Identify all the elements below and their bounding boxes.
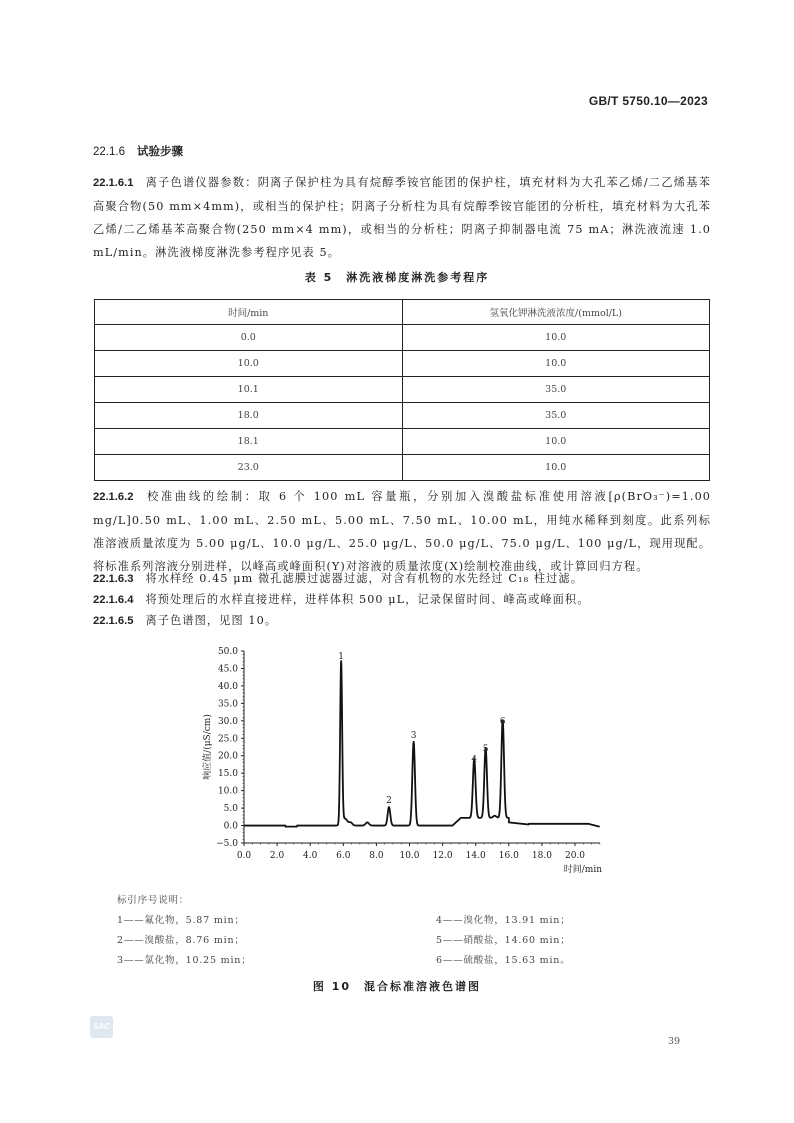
chromatogram-trace <box>244 661 600 827</box>
cell-concentration: 10.0 <box>402 429 710 455</box>
cell-concentration: 10.0 <box>402 325 710 351</box>
peak-label: 2 <box>386 796 392 807</box>
y-tick-label: 10.0 <box>217 786 238 797</box>
cell-concentration: 35.0 <box>402 403 710 429</box>
header-concentration: 氢氧化钾淋洗液浓度/(mmol/L) <box>402 300 710 325</box>
cell-time: 23.0 <box>95 455 403 481</box>
x-tick-label: 20.0 <box>564 851 586 861</box>
legend-item: 6——硫酸盐，15.63 min。 <box>436 955 571 966</box>
x-tick-label: 6.0 <box>336 851 351 861</box>
legend-item: 2——溴酸盐，8.76 min； <box>117 935 245 946</box>
clause-text: 离子色谱仪器参数：阴离子保护柱为具有烷醇季铵官能团的保护柱，填充材料为大孔苯乙烯/二乙烯基苯高聚合物(50 mm×4mm)，或相当的保护柱；阴离子分析柱为具有烷醇季铵官能团的分析柱，填充材料为大孔苯乙烯/二乙烯基苯高聚合物(250 mm×4 mm)，或相当的分析柱；阴离子抑制器电流 75 mA；淋洗液流速 1.0 mL/min。淋洗液梯度淋洗参考程序见表 5。 <box>93 176 711 259</box>
table-caption: 表 5 淋洗液梯度淋洗参考程序 <box>304 271 490 284</box>
clause-number: 22.1.6.3 <box>93 573 134 585</box>
peak-labels <box>338 652 506 806</box>
sac-logo: SAC <box>90 1016 113 1038</box>
paragraph-22-1-6-2 <box>93 485 711 578</box>
y-tick-label: 45.0 <box>217 664 238 675</box>
table-row <box>95 351 710 377</box>
peak-label: 6 <box>499 716 506 727</box>
y-tick-label: 30.0 <box>217 716 238 727</box>
legend-item: 4——溴化物，13.91 min； <box>436 915 571 926</box>
x-axis-label: 时间/min <box>563 865 602 875</box>
paragraph-22-1-6-3 <box>93 568 711 590</box>
peak-label: 4 <box>471 755 478 766</box>
cell-concentration: 10.0 <box>402 455 710 481</box>
clause-number: 22.1.6.4 <box>93 594 134 606</box>
clause-text: 将预处理后的水样直接进样，进样体积 500 μL，记录保留时间、峰高或峰面积。 <box>145 593 590 606</box>
y-tick-label: 50.0 <box>217 647 238 657</box>
cell-time: 18.0 <box>95 403 403 429</box>
header-time: 时间/min <box>95 300 403 325</box>
x-tick-label: 16.0 <box>498 851 519 861</box>
cell-time: 10.1 <box>95 377 403 403</box>
y-tick-label: −5.0 <box>216 839 238 849</box>
legend-item: 5——硝酸盐，14.60 min； <box>436 935 571 946</box>
peak-label: 1 <box>338 652 345 663</box>
x-tick-label: 2.0 <box>269 851 285 861</box>
y-tick-label: 35.0 <box>217 699 238 710</box>
clause-number: 22.1.6.2 <box>93 491 134 503</box>
y-axis <box>216 647 244 849</box>
section-heading <box>93 143 183 159</box>
table-header-row <box>95 300 710 325</box>
figure-caption: 图 10 混合标准溶液色谱图 <box>312 980 482 993</box>
paragraph-22-1-6-4 <box>93 589 711 611</box>
legend-item: 3——氯化物，10.25 min； <box>117 955 252 966</box>
y-tick-label: 5.0 <box>223 804 238 815</box>
x-tick-label: 10.0 <box>399 851 420 861</box>
x-tick-label: 14.0 <box>465 851 486 861</box>
y-tick-label: 15.0 <box>217 769 238 780</box>
y-tick-label: 25.0 <box>217 734 238 745</box>
cell-time: 10.0 <box>95 351 403 377</box>
paragraph-22-1-6-5 <box>93 610 711 632</box>
y-tick-label: 40.0 <box>217 681 238 692</box>
section-title: 试验步骤 <box>136 144 183 158</box>
peak-label: 3 <box>410 730 417 741</box>
legend-item: 1——氟化物，5.87 min； <box>117 915 245 926</box>
cell-concentration: 35.0 <box>402 377 710 403</box>
clause-number: 22.1.6.5 <box>93 615 134 627</box>
table-row <box>95 455 710 481</box>
page-number: 39 <box>668 1036 681 1047</box>
cell-time: 18.1 <box>95 429 403 455</box>
legend-title: 标引序号说明： <box>117 895 190 906</box>
peak-label: 5 <box>482 744 489 755</box>
clause-text: 校准曲线的绘制：取 6 个 100 mL 容量瓶，分别加入溴酸盐标准使用溶液[ρ(BrO₃⁻)=1.00 mg/L]0.50 mL、1.00 mL、2.50 mL、5.00 mL、7.50 mL、10.00 mL，用纯水稀释到刻度。此系列标准溶液质量浓度为 5.00 μg/L、10.0 μg/L、25.0 μg/L、50.0 μg/L、75.0 μg/L、100 μg/L，现用现配。将标准系列溶液分别进样，以峰高或峰面积(Y)对溶液的质量浓度(X)绘制校准曲线，或计算回归方程。 <box>93 490 711 573</box>
gradient-table <box>94 299 710 481</box>
cell-time: 0.0 <box>95 325 403 351</box>
clause-text: 将水样经 0.45 μm 微孔滤膜过滤器过滤，对含有机物的水先经过 C₁₈ 柱过滤。 <box>145 572 583 585</box>
x-tick-label: 18.0 <box>531 851 552 861</box>
paragraph-22-1-6-1 <box>93 171 711 264</box>
standard-number: GB/T 5750.10—2023 <box>588 94 708 108</box>
x-tick-label: 0.0 <box>236 851 252 861</box>
table-row <box>95 403 710 429</box>
x-tick-label: 4.0 <box>303 851 318 861</box>
y-tick-label: 20.0 <box>217 751 238 762</box>
table-row <box>95 429 710 455</box>
x-tick-label: 8.0 <box>369 851 384 861</box>
table-row <box>95 325 710 351</box>
table-row <box>95 377 710 403</box>
clause-text: 离子色谱图，见图 10。 <box>145 614 278 627</box>
y-tick-label: 0.0 <box>223 821 238 832</box>
x-axis <box>237 843 600 861</box>
chromatogram-chart <box>180 640 620 880</box>
clause-number: 22.1.6.1 <box>93 177 134 189</box>
section-number: 22.1.6 <box>93 146 125 158</box>
cell-concentration: 10.0 <box>402 351 710 377</box>
y-axis-label: 响应值/(μS/cm) <box>203 714 213 780</box>
x-tick-label: 12.0 <box>432 851 453 861</box>
